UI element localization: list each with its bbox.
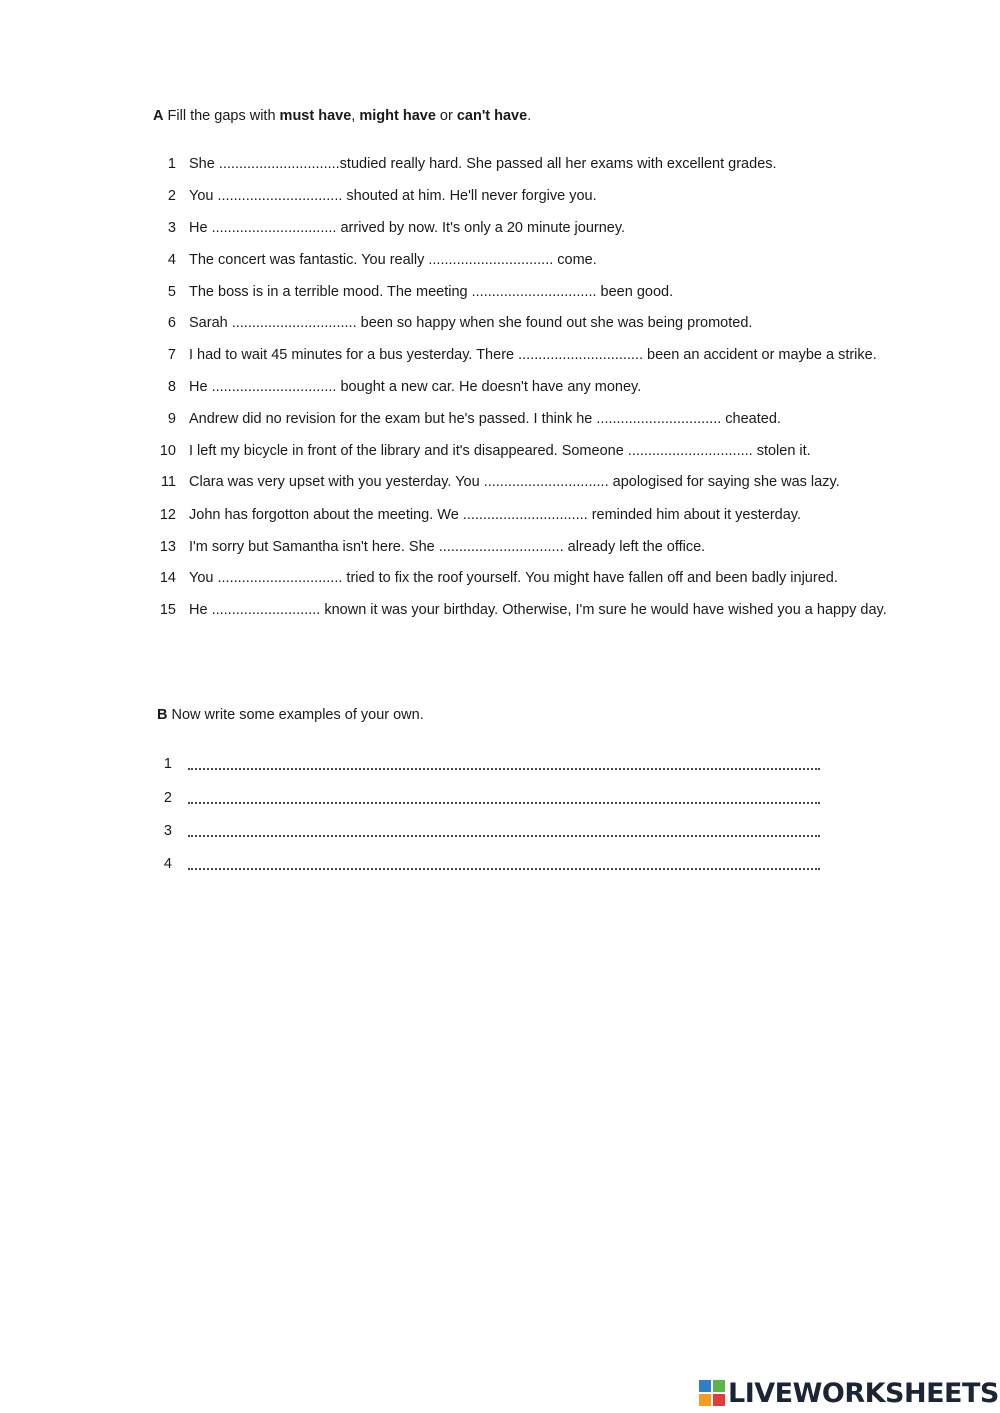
question-number: 13	[159, 539, 176, 555]
question-number: 9	[167, 411, 176, 427]
question-number: 5	[167, 284, 176, 300]
writing-line-number: 2	[163, 790, 172, 806]
dotted-answer-line[interactable]	[188, 835, 820, 837]
question-text: I had to wait 45 minutes for a bus yesterday. There ............................... been an accident or maybe a strike.	[189, 347, 877, 363]
liveworksheets-logo	[698, 1376, 999, 1410]
question-text: I'm sorry but Samantha isn't here. She ............................... already left the office.	[189, 539, 706, 555]
question-text: He ............................... arrived by now. It's only a 20 minute journey.	[189, 220, 626, 236]
section-b-instruction-text: Now write some examples of your own.	[167, 707, 424, 723]
question-text: Clara was very upset with you yesterday. You ............................... apologised for saying she was lazy.	[189, 474, 840, 490]
question-text: Sarah ............................... been so happy when she found out she was being promoted.	[189, 315, 753, 331]
question-number: 10	[159, 443, 176, 459]
question-text: The boss is in a terrible mood. The meeting ............................... been good.	[189, 284, 674, 300]
dotted-answer-line[interactable]	[188, 768, 820, 770]
question-number: 3	[167, 220, 176, 236]
question-text: John has forgotton about the meeting. We ............................... reminded him about it yesterday.	[189, 507, 801, 523]
question-text: You ............................... shouted at him. He'll never forgive you.	[189, 188, 597, 204]
question-number: 2	[167, 188, 176, 204]
question-number: 12	[159, 507, 176, 523]
question-text: The concert was fantastic. You really ............................... come.	[189, 252, 597, 268]
dotted-answer-line[interactable]	[188, 868, 820, 870]
instruction-text: .	[527, 108, 532, 124]
instruction-bold-must-have: must have	[279, 108, 352, 124]
question-number: 8	[167, 379, 176, 395]
section-b-letter: B	[157, 707, 168, 723]
section-a-letter: A	[153, 108, 164, 124]
writing-line-number: 4	[163, 856, 172, 872]
logo-text: LIVEWORKSHEETS	[728, 1377, 999, 1409]
instruction-bold-might-have: might have	[359, 108, 436, 124]
dotted-answer-line[interactable]	[188, 802, 820, 804]
question-text: He ........................... known it was your birthday. Otherwise, I'm sure he would have wished you a happy day.	[189, 602, 887, 618]
instruction-bold-cant-have: can't have	[456, 108, 528, 124]
question-number: 14	[159, 570, 176, 586]
section-b-instruction	[157, 707, 424, 723]
writing-line-number: 1	[163, 756, 172, 772]
question-text: You ............................... tried to fix the roof yourself. You might have fallen off and been badly injured.	[189, 570, 838, 586]
instruction-text: ,	[351, 108, 360, 124]
question-number: 11	[160, 474, 176, 490]
question-number: 4	[167, 252, 176, 268]
instruction-text: Fill the gaps with	[163, 108, 280, 124]
section-a-instruction	[153, 108, 531, 124]
question-text: He ............................... bought a new car. He doesn't have any money.	[189, 379, 642, 395]
question-text: I left my bicycle in front of the library and it's disappeared. Someone ............................... stolen it.	[189, 443, 811, 459]
question-number: 1	[167, 156, 176, 172]
question-number: 15	[159, 602, 176, 618]
question-number: 7	[167, 347, 176, 363]
writing-line-number: 3	[163, 823, 172, 839]
logo-mark-icon	[698, 1379, 726, 1407]
question-text: Andrew did no revision for the exam but he's passed. I think he ............................... cheated.	[189, 411, 781, 427]
instruction-text: or	[435, 108, 457, 124]
question-number: 6	[167, 315, 176, 331]
question-text: She ..............................studied really hard. She passed all her exams with excellent grades.	[189, 156, 777, 172]
